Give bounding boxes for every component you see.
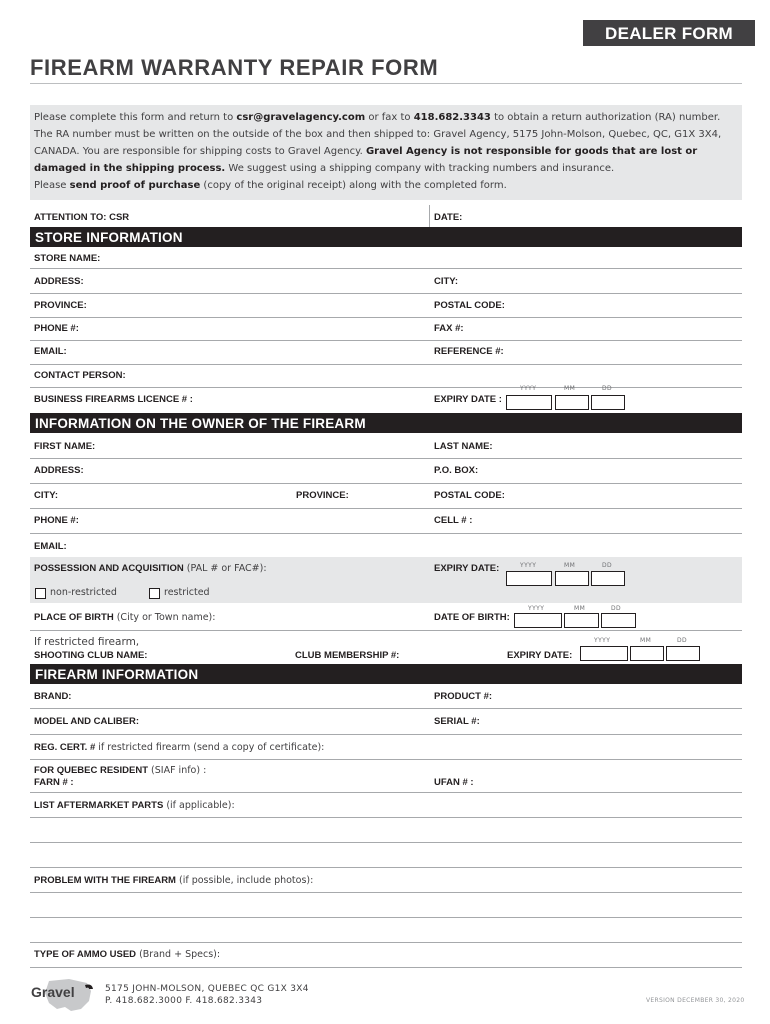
yyyy-hint: YYYY xyxy=(528,605,545,612)
row-divider xyxy=(30,708,742,709)
owner-phone-field[interactable]: PHONE #: xyxy=(34,515,79,526)
row-divider xyxy=(30,892,742,893)
restricted-checkbox[interactable] xyxy=(149,588,160,599)
intro-text: or fax to xyxy=(365,112,414,123)
row-divider xyxy=(30,842,742,843)
club-expiry-day-input[interactable] xyxy=(666,646,700,661)
pal-expiry-day-input[interactable] xyxy=(591,571,625,586)
row-divider xyxy=(30,942,742,943)
store-postal-field[interactable]: POSTAL CODE: xyxy=(434,300,505,311)
row-divider xyxy=(30,533,742,534)
dd-hint: DD xyxy=(602,385,613,392)
model-caliber-field[interactable]: MODEL AND CALIBER: xyxy=(34,716,140,727)
birthplace-hint: (City or Town name): xyxy=(113,612,216,623)
row-divider xyxy=(30,364,742,365)
licence-expiry-month-input[interactable] xyxy=(555,395,589,410)
licence-expiry-year-input[interactable] xyxy=(506,395,552,410)
dob-month-input[interactable] xyxy=(564,613,599,628)
version-note: VERSION DECEMBER 30, 2020 xyxy=(646,997,745,1004)
pal-expiry-label: EXPIRY DATE: xyxy=(434,563,500,574)
row-divider xyxy=(30,268,742,269)
gravel-logo xyxy=(29,977,99,1013)
problem-field[interactable] xyxy=(34,875,313,886)
problem-label: PROBLEM WITH THE FIREARM xyxy=(34,875,176,886)
quebec-resident-label xyxy=(34,765,206,776)
brand-field[interactable]: BRAND: xyxy=(34,691,72,702)
contact-email-link[interactable]: csr@gravelagency.com xyxy=(236,112,366,123)
store-section-header: STORE INFORMATION xyxy=(30,227,742,247)
svg-text:Gravel: Gravel xyxy=(31,984,75,1000)
pal-hint: (PAL # or FAC#): xyxy=(183,563,267,574)
store-address-field[interactable]: ADDRESS: xyxy=(34,276,84,287)
pal-field[interactable] xyxy=(34,563,267,574)
column-divider xyxy=(429,205,430,227)
problem-hint: (if possible, include photos): xyxy=(175,875,314,886)
store-reference-field[interactable]: REFERENCE #: xyxy=(434,346,504,357)
if-restricted-note: If restricted firearm, xyxy=(34,636,140,648)
row-divider xyxy=(30,508,742,509)
pal-expiry-year-input[interactable] xyxy=(506,571,552,586)
reg-cert-hint: if restricted firearm (send a copy of certificate): xyxy=(95,742,325,753)
firearm-section-header: FIREARM INFORMATION xyxy=(30,664,742,684)
attention-label: ATTENTION TO: CSR xyxy=(34,212,130,223)
fax-number: 418.682.3343 xyxy=(413,112,491,123)
owner-section-header: INFORMATION ON THE OWNER OF THE FIREARM xyxy=(30,413,742,433)
non-restricted-checkbox[interactable] xyxy=(35,588,46,599)
store-province-field[interactable]: PROVINCE: xyxy=(34,300,87,311)
birthplace-field[interactable] xyxy=(34,612,215,623)
reg-cert-field[interactable] xyxy=(34,742,324,753)
ammo-label: TYPE OF AMMO USED xyxy=(34,949,137,960)
intro-text: We suggest using a shipping company with tracking numbers and insurance. xyxy=(225,163,615,174)
quebec-label: FOR QUEBEC RESIDENT xyxy=(34,765,149,776)
mm-hint: MM xyxy=(564,562,576,569)
row-divider xyxy=(30,967,742,968)
dd-hint: DD xyxy=(677,637,688,644)
owner-postal-field[interactable]: POSTAL CODE: xyxy=(434,490,505,501)
owner-pobox-field[interactable]: P.O. BOX: xyxy=(434,465,479,476)
owner-province-field[interactable]: PROVINCE: xyxy=(296,490,349,501)
title-divider xyxy=(30,83,742,84)
footer-phones: P. 418.682.3000 F. 418.682.3343 xyxy=(105,996,263,1006)
licence-expiry-label: EXPIRY DATE : xyxy=(434,394,502,405)
date-field[interactable]: DATE: xyxy=(434,212,463,223)
row-divider xyxy=(30,483,742,484)
serial-field[interactable]: SERIAL #: xyxy=(434,716,480,727)
club-expiry-year-input[interactable] xyxy=(580,646,628,661)
intro-text: to obtain a return authorization (RA) number. The RA number must be written on the outside of the box and then shipped to: Gravel Agency, 5175 John-Molson, Quebec, QC, G1X 3X4, CANADA. You are responsible for shipping costs to Gravel Agency. xyxy=(34,112,722,157)
row-divider xyxy=(30,630,742,631)
row-divider xyxy=(30,340,742,341)
yyyy-hint: YYYY xyxy=(520,385,537,392)
club-membership-field[interactable]: CLUB MEMBERSHIP #: xyxy=(295,650,400,661)
mm-hint: MM xyxy=(574,605,586,612)
row-divider xyxy=(30,293,742,294)
ammo-hint: (Brand + Specs): xyxy=(136,949,221,960)
owner-address-field[interactable]: ADDRESS: xyxy=(34,465,84,476)
instructions-box xyxy=(30,105,742,200)
yyyy-hint: YYYY xyxy=(520,562,537,569)
owner-last-name-field[interactable]: LAST NAME: xyxy=(434,441,493,452)
yyyy-hint: YYYY xyxy=(594,637,611,644)
licence-expiry-day-input[interactable] xyxy=(591,395,625,410)
pal-label: POSSESSION AND ACQUISITION xyxy=(34,563,184,574)
row-divider xyxy=(30,317,742,318)
owner-cell-field[interactable]: CELL # : xyxy=(434,515,473,526)
row-divider xyxy=(30,458,742,459)
row-divider xyxy=(30,734,742,735)
club-expiry-month-input[interactable] xyxy=(630,646,664,661)
birthplace-label: PLACE OF BIRTH xyxy=(34,612,114,623)
owner-first-name-field[interactable]: FIRST NAME: xyxy=(34,441,96,452)
contact-person-field[interactable]: CONTACT PERSON: xyxy=(34,370,126,381)
store-email-field[interactable]: EMAIL: xyxy=(34,346,67,357)
row-divider xyxy=(30,759,742,760)
club-expiry-label: EXPIRY DATE: xyxy=(507,650,573,661)
ufan-field[interactable]: UFAN # : xyxy=(434,777,474,788)
row-divider xyxy=(30,917,742,918)
quebec-hint: (SIAF info) : xyxy=(148,765,207,776)
store-fax-field[interactable]: FAX #: xyxy=(434,323,464,334)
form-title: FIREARM WARRANTY REPAIR FORM xyxy=(30,55,439,80)
intro-text: (copy of the original receipt) along with the completed form. xyxy=(200,180,507,191)
store-phone-field[interactable]: PHONE #: xyxy=(34,323,79,334)
farn-field[interactable]: FARN # : xyxy=(34,777,74,788)
mm-hint: MM xyxy=(564,385,576,392)
ammo-field[interactable] xyxy=(34,949,220,960)
owner-city-field[interactable]: CITY: xyxy=(34,490,59,501)
mm-hint: MM xyxy=(640,637,652,644)
proof-of-purchase-note: send proof of purchase xyxy=(69,180,201,191)
store-name-field[interactable]: STORE NAME: xyxy=(34,253,101,264)
parts-label: LIST AFTERMARKET PARTS xyxy=(34,800,164,811)
row-divider xyxy=(30,792,742,793)
business-licence-field[interactable]: BUSINESS FIREARMS LICENCE # : xyxy=(34,394,193,405)
dob-label: DATE OF BIRTH: xyxy=(434,612,510,623)
dealer-form-badge: DEALER FORM xyxy=(583,20,755,46)
footer-address: 5175 JOHN-MOLSON, QUEBEC QC G1X 3X4 xyxy=(105,984,309,994)
row-divider xyxy=(30,817,742,818)
shooting-club-field[interactable]: SHOOTING CLUB NAME: xyxy=(34,650,148,661)
reg-cert-label: REG. CERT. # xyxy=(34,742,96,753)
intro-text: Please xyxy=(34,180,70,191)
owner-email-field[interactable]: EMAIL: xyxy=(34,541,67,552)
store-city-field[interactable]: CITY: xyxy=(434,276,459,287)
shipping-notice: Gravel Agency is not responsible for goods that are lost or damaged in the shipping process. xyxy=(34,146,698,174)
aftermarket-parts-field[interactable] xyxy=(34,800,235,811)
gravel-logo-icon xyxy=(29,977,99,1013)
row-divider xyxy=(30,867,742,868)
pal-expiry-month-input[interactable] xyxy=(555,571,589,586)
dd-hint: DD xyxy=(602,562,613,569)
footer-contact xyxy=(105,983,309,1007)
parts-hint: (if applicable): xyxy=(163,800,235,811)
dd-hint: DD xyxy=(611,605,622,612)
intro-text: Please complete this form and return to xyxy=(34,112,237,123)
non-restricted-label: non-restricted xyxy=(50,587,117,598)
restricted-label: restricted xyxy=(164,587,210,598)
row-divider xyxy=(30,387,742,388)
product-field[interactable]: PRODUCT #: xyxy=(434,691,493,702)
dob-year-input[interactable] xyxy=(514,613,562,628)
dob-day-input[interactable] xyxy=(601,613,636,628)
